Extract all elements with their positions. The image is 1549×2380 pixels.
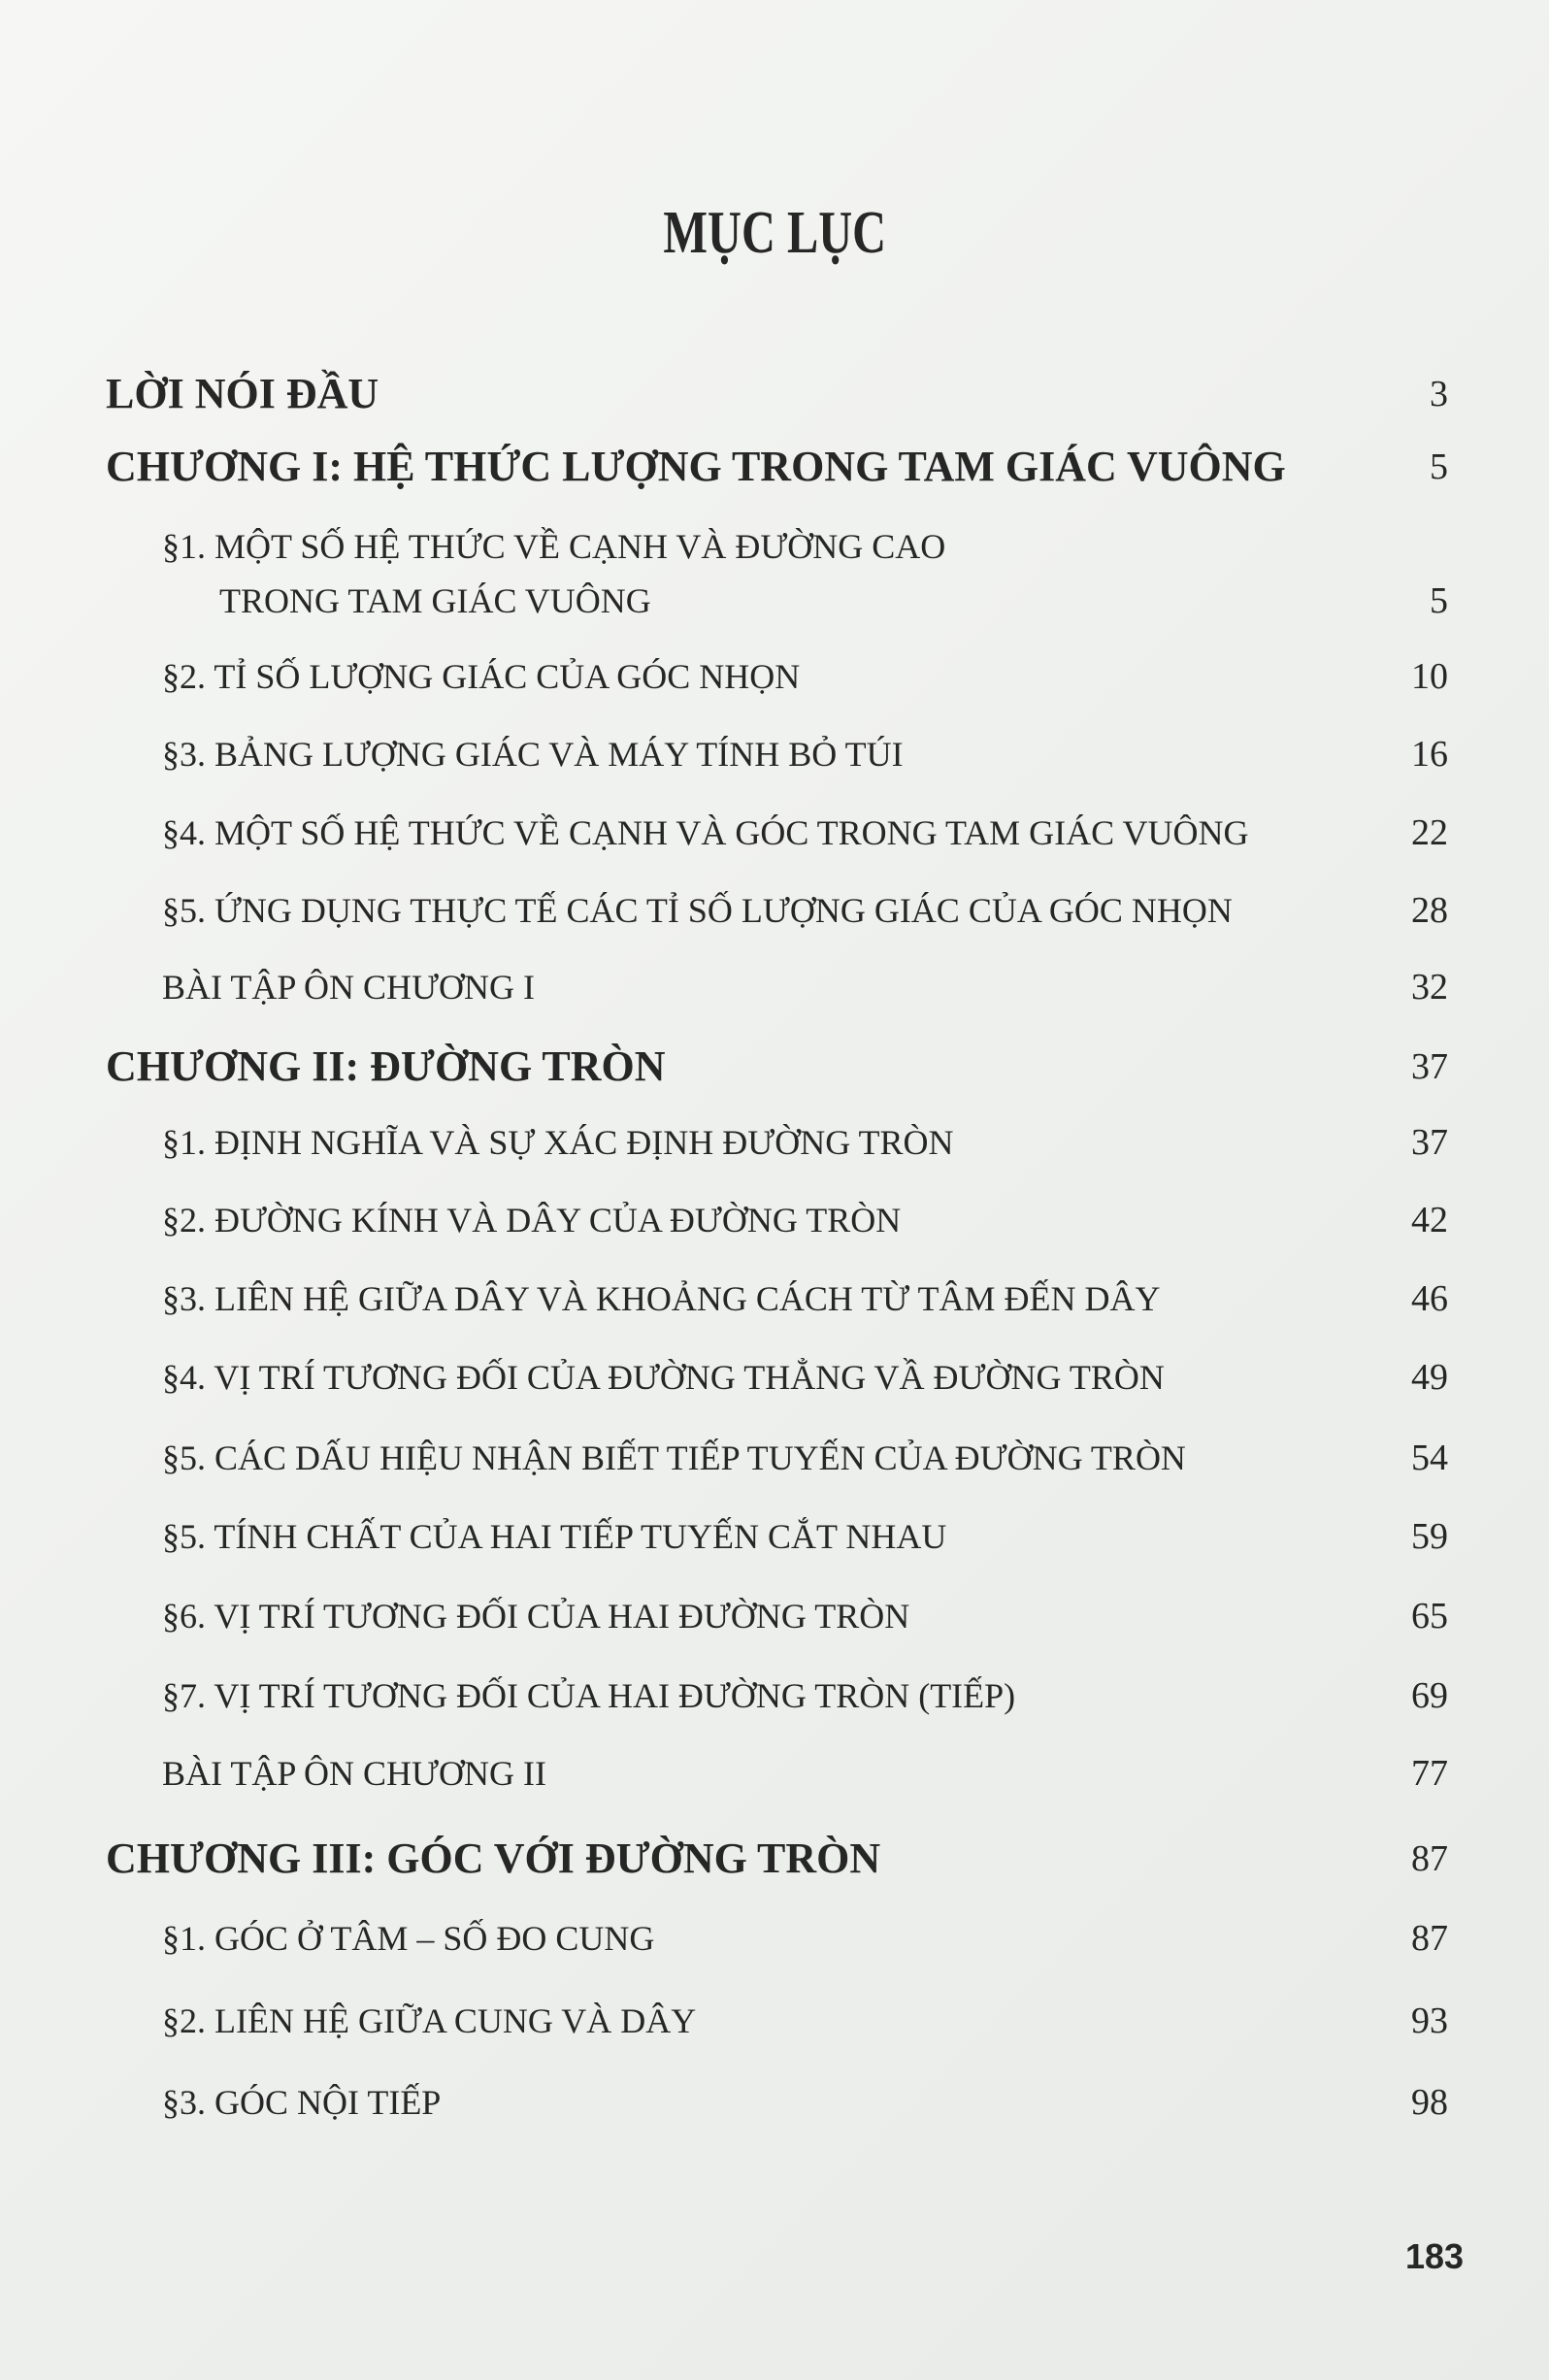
toc-entry[interactable]: §5. CÁC DẤU HIỆU NHẬN BIẾT TIẾP TUYẾN CỦA ĐƯỜNG TRÒN 54: [162, 1438, 1448, 1478]
toc-entry[interactable]: §6. VỊ TRÍ TƯƠNG ĐỐI CỦA HAI ĐƯỜNG TRÒN 65: [162, 1596, 1448, 1636]
toc-entry[interactable]: §1. GÓC Ở TÂM – SỐ ĐO CUNG 87: [162, 1918, 1448, 1959]
toc-entry-chapter-1[interactable]: CHƯƠNG I: HỆ THỨC LƯỢNG TRONG TAM GIÁC VUÔNG 5: [106, 443, 1448, 490]
toc-entry-chapter-3[interactable]: CHƯƠNG III: GÓC VỚI ĐƯỜNG TRÒN 87: [106, 1835, 1448, 1882]
toc-entry[interactable]: §2. TỈ SỐ LƯỢNG GIÁC CỦA GÓC NHỌN 10: [162, 656, 1448, 697]
toc-entry[interactable]: §5. ỨNG DỤNG THỰC TẾ CÁC TỈ SỐ LƯỢNG GIÁC CỦA GÓC NHỌN 28: [162, 890, 1448, 931]
toc-entry-continuation[interactable]: TRONG TAM GIÁC VUÔNG 5: [219, 580, 1448, 621]
toc-entry[interactable]: §7. VỊ TRÍ TƯƠNG ĐỐI CỦA HAI ĐƯỜNG TRÒN (TIẾP) 69: [162, 1675, 1448, 1716]
toc-entry[interactable]: §3. BẢNG LƯỢNG GIÁC VÀ MÁY TÍNH BỎ TÚI 16: [162, 734, 1448, 775]
toc-entry[interactable]: §5. TÍNH CHẤT CỦA HAI TIẾP TUYẾN CẮT NHAU 59: [162, 1516, 1448, 1557]
page-number: 183: [1405, 2236, 1465, 2276]
toc-entry-chapter-2[interactable]: CHƯƠNG II: ĐƯỜNG TRÒN 37: [106, 1042, 1448, 1090]
toc-entry[interactable]: §2. LIÊN HỆ GIỮA CUNG VÀ DÂY 93: [162, 2000, 1448, 2041]
toc-entry-preface[interactable]: LỜI NÓI ĐẦU 3: [106, 370, 1448, 417]
toc-entry[interactable]: §2. ĐƯỜNG KÍNH VÀ DÂY CỦA ĐƯỜNG TRÒN 42: [162, 1200, 1448, 1240]
toc-entry-review[interactable]: BÀI TẬP ÔN CHƯƠNG II 77: [162, 1753, 1448, 1794]
toc-entry[interactable]: §1. ĐỊNH NGHĨA VÀ SỰ XÁC ĐỊNH ĐƯỜNG TRÒN 37: [162, 1122, 1448, 1163]
toc-entry[interactable]: §4. VỊ TRÍ TƯƠNG ĐỐI CỦA ĐƯỜNG THẲNG VẦ ĐƯỜNG TRÒN 49: [162, 1357, 1448, 1398]
toc-entry[interactable]: §3. LIÊN HỆ GIỮA DÂY VÀ KHOẢNG CÁCH TỪ TÂM ĐẾN DÂY 46: [162, 1278, 1448, 1319]
toc-entry-review[interactable]: BÀI TẬP ÔN CHƯƠNG I 32: [162, 967, 1448, 1008]
toc-entry[interactable]: §4. MỘT SỐ HỆ THỨC VỀ CẠNH VÀ GÓC TRONG TAM GIÁC VUÔNG 22: [162, 812, 1448, 853]
toc-entry[interactable]: §3. GÓC NỘI TIẾP 98: [162, 2082, 1448, 2123]
page-title: MỤC LỤC: [663, 200, 886, 266]
toc-entry[interactable]: §1. MỘT SỐ HỆ THỨC VỀ CẠNH VÀ ĐƯỜNG CAO: [162, 527, 946, 566]
